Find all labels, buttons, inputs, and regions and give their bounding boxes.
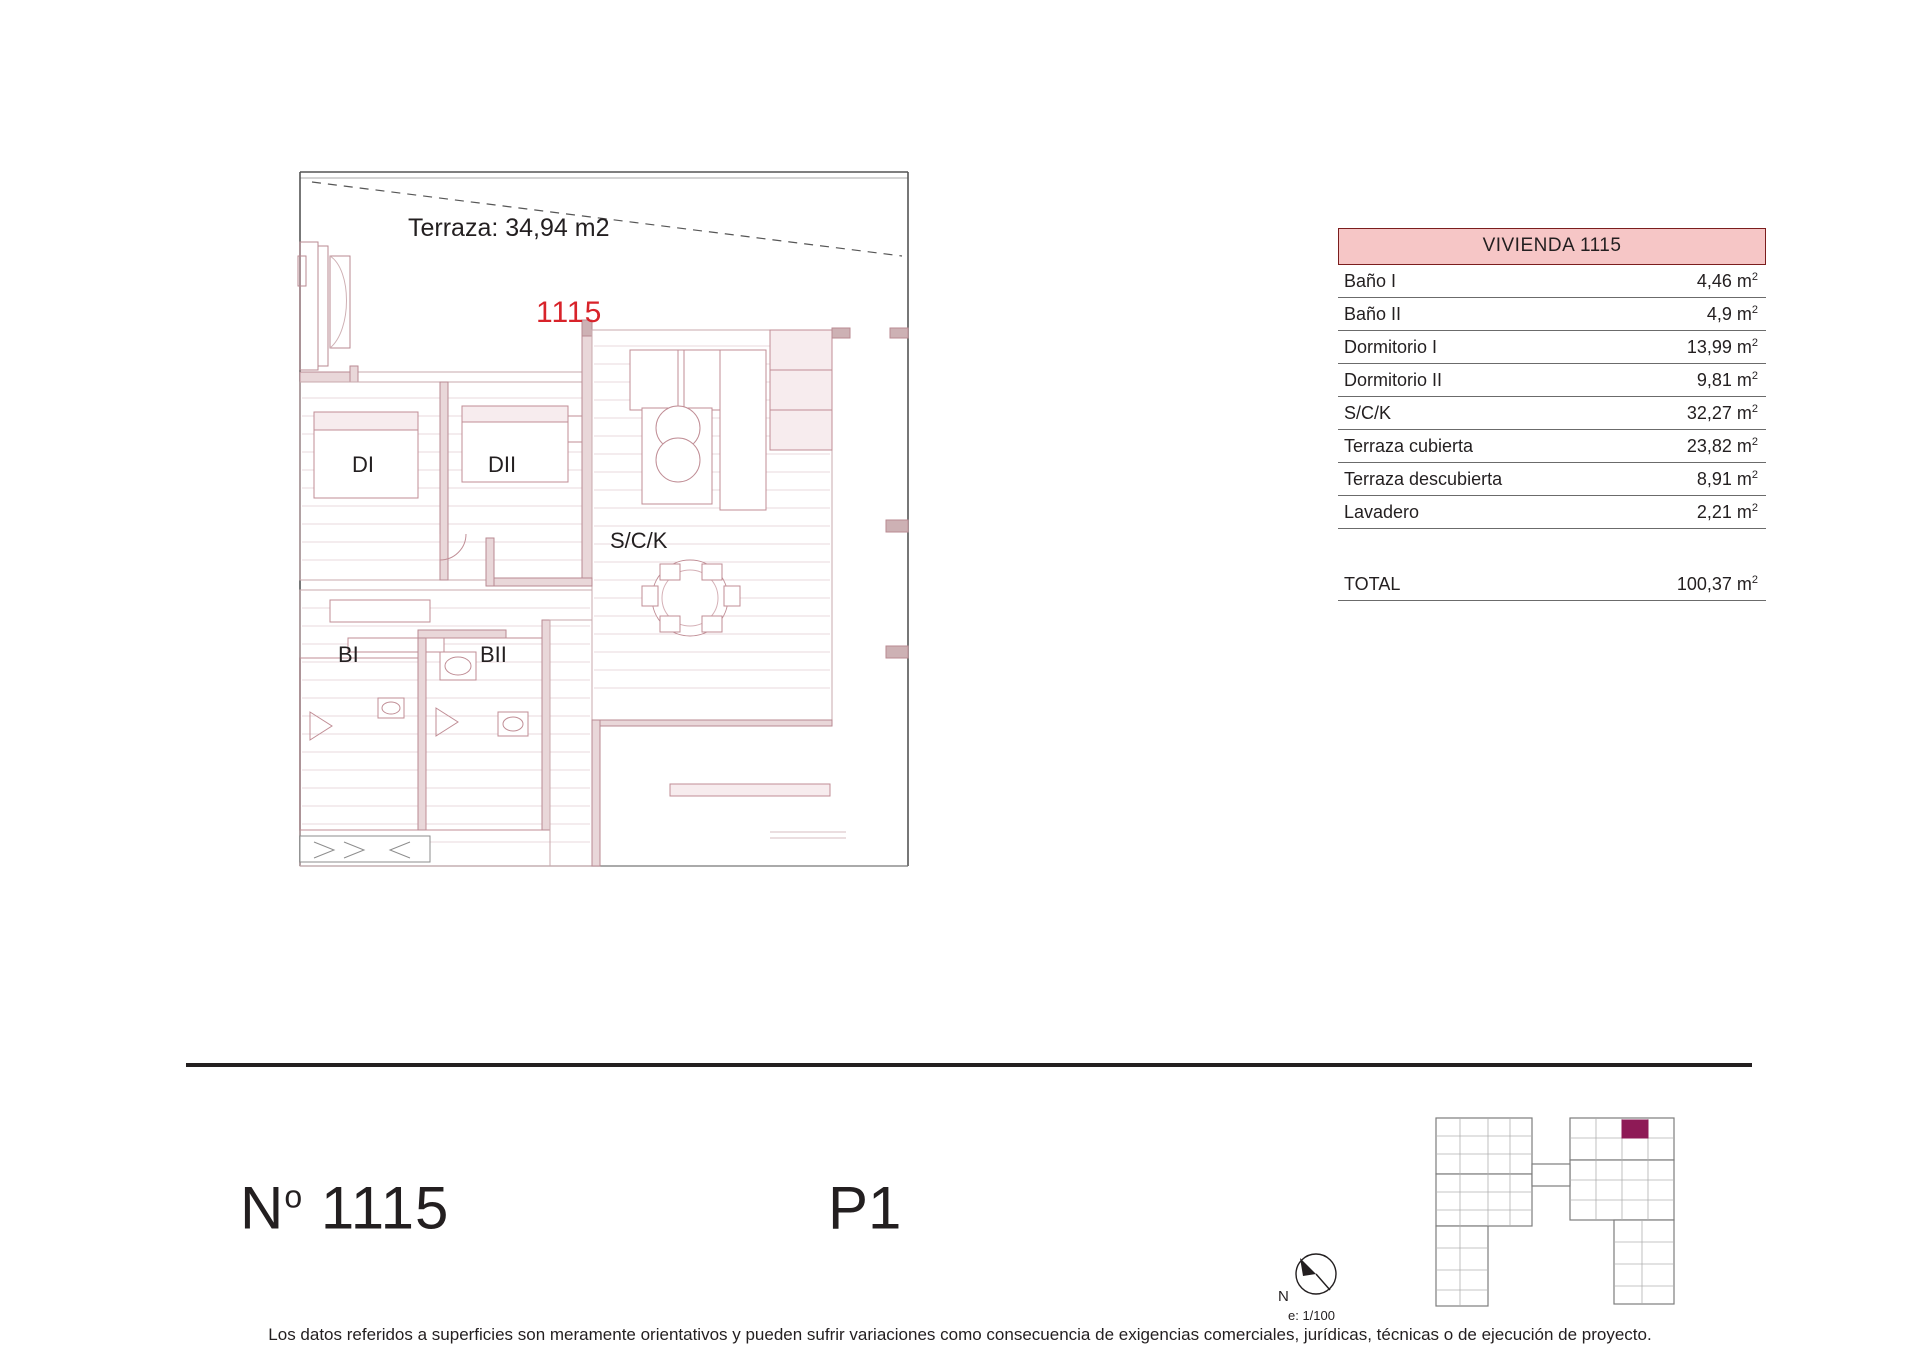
row-value: 8,91 $m^2$ [1615,463,1766,496]
table-row [1338,463,1766,496]
row-value: 32,27 $m^2$ [1615,397,1766,430]
keyplan-highlight [1622,1120,1648,1138]
room-label-sck: S/C/K [610,528,668,553]
terrace-area-label: Terraza: 34,94 m2 [408,214,610,242]
unit-number-title [240,1174,449,1243]
row-label: Baño I [1338,265,1615,298]
room-label-bii: BII [480,642,507,667]
compass-icon [1278,1250,1368,1306]
row-label: Dormitorio II [1338,364,1615,397]
row-label: Terraza cubierta [1338,430,1615,463]
row-value: 13,99 $m^2$ [1615,331,1766,364]
unit-number: 1115 [320,1174,450,1242]
table-row [1338,265,1766,298]
row-value: 4,9 $m^2$ [1615,298,1766,331]
total-label: TOTAL [1338,562,1615,601]
row-value: 9,81 $m^2$ [1615,364,1766,397]
row-label: S/C/K [1338,397,1615,430]
north-arrow [1278,1250,1368,1330]
table-row [1338,331,1766,364]
key-plan [1430,1108,1680,1308]
area-table [1338,228,1766,601]
table-row [1338,298,1766,331]
row-label: Baño II [1338,298,1615,331]
row-value: 4,46 $m^2$ [1615,265,1766,298]
unit-ordinal: o [284,1178,304,1215]
row-label: Dormitorio I [1338,331,1615,364]
table-spacer [1338,529,1766,563]
row-label: Terraza descubierta [1338,463,1615,496]
floor-label: P1 [828,1174,902,1242]
disclaimer-text: Los datos referidos a superficies son meramente orientativos y pueden sufrir variaciones como consecuencia de exigencias comerciales, jurídicas, técnicas o de ejecución de proyecto. [268,1325,1652,1344]
row-value: 23,82 $m^2$ [1615,430,1766,463]
room-label-dii: DII [488,452,517,477]
table-row [1338,364,1766,397]
table-row-total [1338,562,1766,601]
row-value: 2,21 $m^2$ [1615,496,1766,529]
plan-unit-number: 1115 [536,296,603,329]
row-label: Lavadero [1338,496,1615,529]
room-label-bi: BI [338,642,359,667]
north-letter: N [1278,1288,1289,1305]
table-row [1338,397,1766,430]
horizontal-divider [186,1063,1752,1067]
table-header: VIVIENDA 1115 [1338,228,1766,265]
total-value: 100,37 $m^2$ [1615,562,1766,601]
scale-label: e: 1/100 [1288,1308,1335,1323]
unit-prefix: N [240,1174,285,1242]
table-row [1338,430,1766,463]
room-label-di: DI [352,452,374,477]
floor-plan [290,160,940,890]
table-row [1338,496,1766,529]
